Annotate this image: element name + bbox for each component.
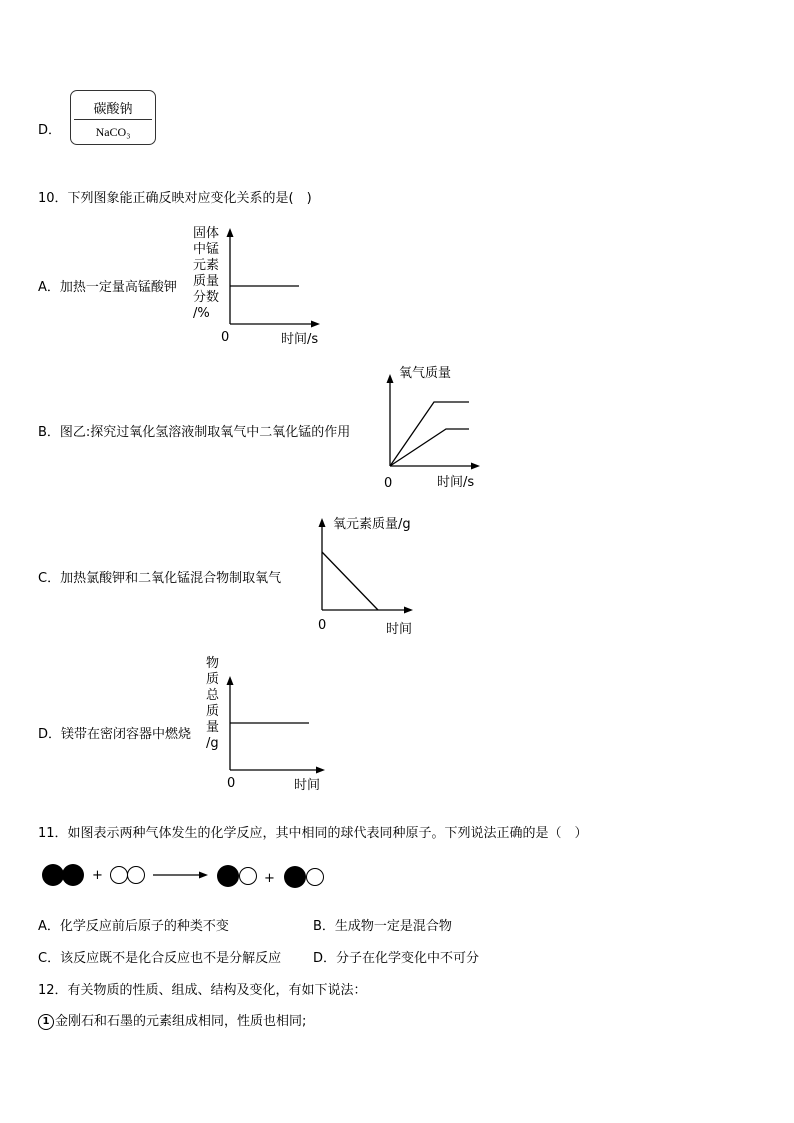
origin-label: 0 [221,330,230,345]
label-formula: NaCO₃ [95,125,131,139]
q10-a-ylabel-line: 中锰 [193,242,220,257]
q11-option-b: B．生成物一定是混合物 [313,919,452,934]
label-divider [74,119,152,120]
q10-a-ylabel-line: 固体 [193,226,220,241]
q10-b-graph [380,362,490,492]
x-axis-label: 时间 [386,622,413,637]
white-atom [128,867,145,884]
x-arrow [404,607,413,614]
white-atom [111,867,128,884]
plus-sign: + [92,868,103,883]
sodium-carbonate-label [70,90,156,145]
q10-option-d: D．镁带在密闭容器中燃烧 [38,727,192,742]
q10-stem: 10．下列图象能正确反映对应变化关系的是( ) [38,191,312,206]
x-arrow [311,321,320,328]
q10-d-ylabel-char: 量 [206,720,220,735]
white-atom [240,868,257,885]
reaction-diagram [38,860,338,894]
black-atom [62,864,84,886]
q10-d-ylabel-char: 物 [206,656,220,671]
x-arrow [471,463,480,470]
x-axis-label: 时间 [294,778,321,793]
q11-option-d: D．分子在化学变化中不可分 [313,951,480,966]
y-arrow [227,676,234,685]
q9-option-d-letter: D． [38,123,62,138]
q12-item-1 [38,1010,306,1030]
x-axis-label: 时间/s [281,332,319,347]
circled-number-1: 1 [38,1014,54,1030]
q12-stem: 12．有关物质的性质、组成、结构及变化，有如下说法： [38,983,367,998]
plus-sign: + [264,871,275,886]
black-atom [217,865,239,887]
q10-d-graph [220,672,335,797]
q12-item-1-text: 金刚石和石墨的元素组成相同，性质也相同; [55,1014,307,1029]
q10-option-b: B．图乙:探究过氧化氢溶液制取氧气中二氧化锰的作用 [38,425,351,440]
black-atom [42,864,64,886]
origin-label: 0 [227,776,236,791]
origin-label: 0 [384,476,393,491]
y-arrow [319,518,326,527]
black-atom [284,866,306,888]
q10-option-c: C．加热氯酸钾和二氧化锰混合物制取氧气 [38,571,282,586]
q10-d-ylabel-char: /g [206,736,219,751]
q10-c-graph [312,510,437,640]
q10-d-ylabel-char: 质 [206,672,220,687]
y-arrow [387,374,394,383]
y-arrow [227,228,234,237]
series-without-catalyst [390,429,469,466]
origin-label: 0 [318,618,327,633]
q10-a-ylabel-line: /% [193,306,210,321]
q11-option-a: A．化学反应前后原子的种类不变 [38,919,229,934]
y-axis-label: 氧气质量 [399,366,452,381]
q10-d-ylabel-char: 质 [206,704,220,719]
y-axis-label: 氧元素质量/g [333,517,411,532]
q10-a-ylabel-line: 分数 [193,290,220,305]
x-axis-label: 时间/s [437,475,475,490]
white-atom [307,869,324,886]
label-name: 碳酸钠 [93,102,133,117]
q10-a-ylabel-line: 质量 [193,274,220,289]
q11-stem: 11．如图表示两种气体发生的化学反应，其中相同的球代表同种原子。下列说法正确的是（ ） [38,826,588,841]
q10-a-ylabel-line: 元素 [193,258,220,273]
data-line [322,552,378,610]
q10-option-a: A．加热一定量高锰酸钾 [38,280,177,295]
q10-d-ylabel-char: 总 [206,688,220,703]
q11-option-c: C．该反应既不是化合反应也不是分解反应 [38,951,282,966]
x-arrow [316,767,325,774]
series-with-catalyst [390,402,469,466]
q10-a-graph [220,225,330,350]
reaction-arrow-head [199,872,208,879]
